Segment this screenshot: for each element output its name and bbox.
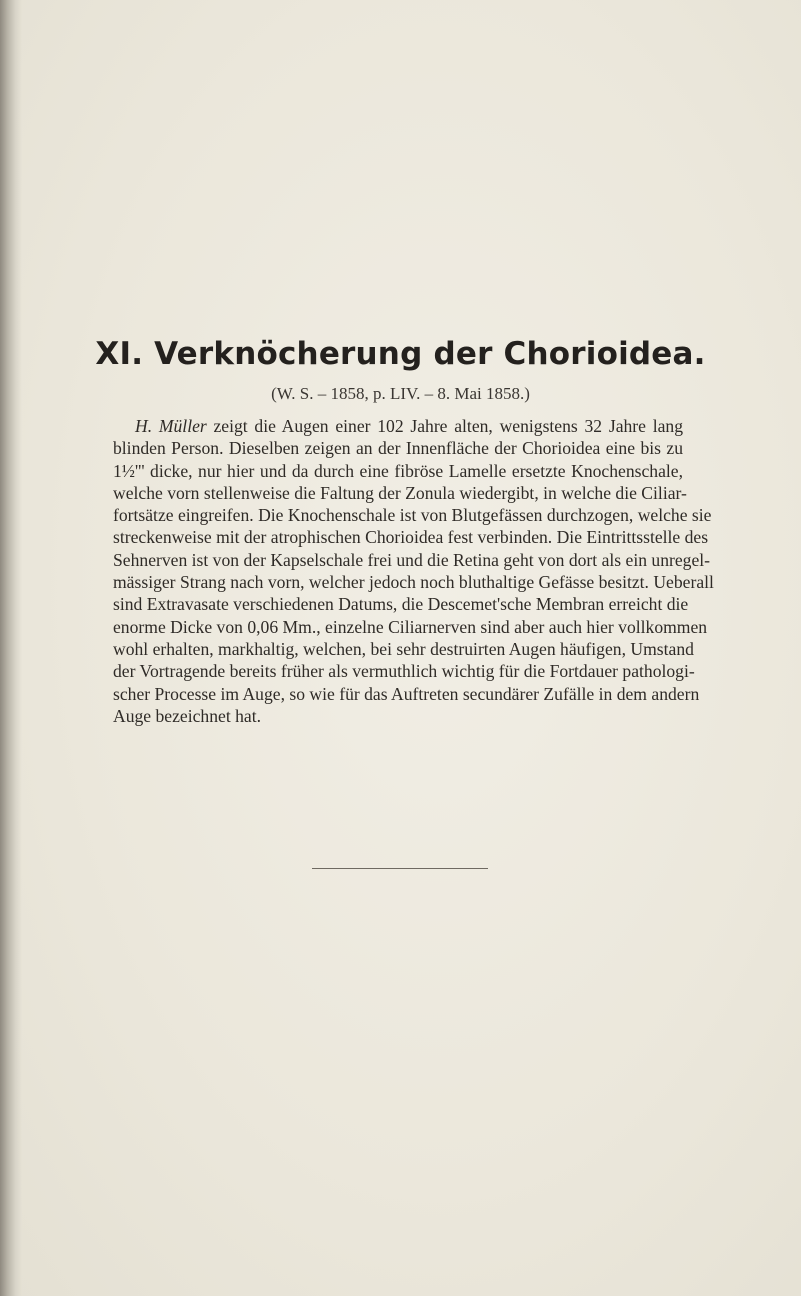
- text-line: streckenweise mit der atrophischen Chorioidea fest verbinden. Die Eintrittsstelle des: [113, 527, 709, 548]
- text-line: blinden Person. Dieselben zeigen an der Innenfläche der Chorioidea eine bis zu: [113, 438, 683, 459]
- text-line: welche vorn stellenweise die Faltung der Zonula wiedergibt, in welche die Ciliar-: [113, 482, 687, 503]
- text-line: enorme Dicke von 0,06 Mm., einzelne Ciliarnerven sind aber auch hier vollkommen: [113, 616, 708, 637]
- author-name: H. Müller: [135, 416, 207, 436]
- text-line: Sehnerven ist von der Kapselschale frei und die Retina geht von dort als ein unregel-: [113, 549, 711, 570]
- text-line: Auge bezeichnet hat.: [113, 705, 262, 726]
- text-line: wohl erhalten, markhaltig, welchen, bei sehr destruirten Augen häufigen, Umstand: [113, 638, 694, 659]
- body-paragraph: [113, 415, 714, 727]
- section-divider-rule: [312, 868, 488, 869]
- text-line: fortsätze eingreifen. Die Knochenschale ist von Blutgefässen durchzogen, welche sie: [113, 505, 712, 526]
- page-spine-shadow: [0, 0, 22, 1296]
- text-line: scher Processe im Auge, so wie für das Auftreten secundärer Zufälle in dem andern: [113, 683, 700, 704]
- text-line: der Vortragende bereits früher als vermuthlich wichtig für die Fortdauer pathologi-: [113, 661, 695, 682]
- text-line: sind Extravasate verschiedenen Datums, die Descemet'sche Membran erreicht die: [113, 594, 689, 615]
- text-line: mässiger Strang nach vorn, welcher jedoch noch bluthaltige Gefässe besitzt. Ueberall: [113, 572, 714, 593]
- text-line: 1½''' dicke, nur hier und da durch eine fibröse Lamelle ersetzte Knochenschale,: [113, 460, 683, 481]
- source-reference: (W. S. – 1858, p. LIV. – 8. Mai 1858.): [271, 384, 530, 403]
- text-line: H. Müller zeigt die Augen einer 102 Jahre alten, wenigstens 32 Jahre lang: [135, 416, 683, 436]
- section-title: XI. Verknöcherung der Chorioidea.: [95, 336, 706, 372]
